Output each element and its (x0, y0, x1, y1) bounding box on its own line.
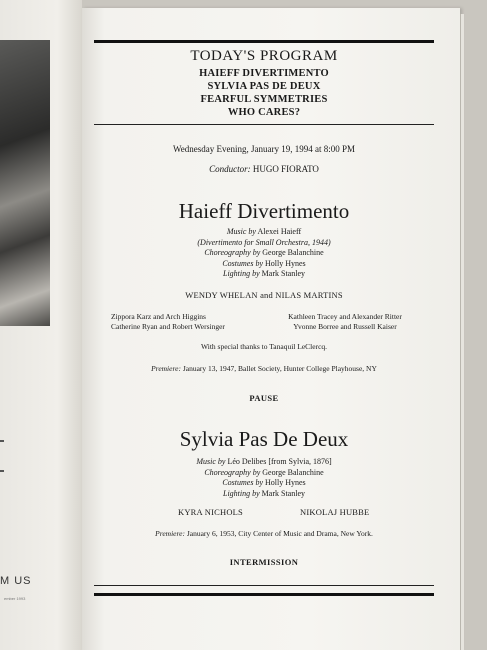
program-item: HAIEFF DIVERTIMENTO (199, 68, 329, 79)
credit-role: Choreography by (204, 467, 261, 477)
pause-heading: PAUSE (249, 393, 279, 403)
credit-role: Music by (226, 227, 256, 236)
ballet-credits-sylvia (90, 457, 438, 499)
program-list (90, 67, 438, 119)
bottom-rule-thin (94, 585, 434, 586)
cast-pair: Zippora Karz and Arch Higgins (111, 312, 206, 321)
ballet-credits-haieff (90, 227, 438, 280)
cast-pair: Catherine Ryan and Robert Wersinger (111, 322, 225, 331)
dancer-kyra-nichols: KYRA NICHOLS (178, 507, 243, 517)
ballet-title-haieff: Haieff Divertimento (178, 199, 350, 223)
credit-name: George Balanchine (262, 248, 324, 257)
page-edge (460, 14, 464, 650)
credit-subtitle: (Divertimento for Small Orchestra, 1944) (197, 237, 331, 247)
credit-name: Léo Delibes [from Sylvia, 1876] (227, 457, 332, 466)
left-page-text: M US (0, 575, 32, 587)
special-thanks: With special thanks to Tanaquil LeClercq. (200, 342, 328, 351)
credit-name: Mark Stanley (261, 488, 305, 498)
credit-name: George Balanchine (262, 467, 324, 477)
left-page-photo (0, 40, 50, 326)
conductor-label: Conductor: (209, 164, 251, 174)
credit-role: Costumes by (222, 258, 263, 268)
credit-role: Costumes by (222, 478, 263, 487)
left-page-fine-print: ember 1993 (4, 596, 26, 601)
program-item: WHO CARES? (227, 107, 301, 118)
cast-right-column (270, 312, 420, 332)
program-divider (94, 124, 434, 125)
left-facing-page (0, 0, 82, 650)
principal-dancers: WENDY WHELAN and NILAS MARTINS (185, 290, 343, 300)
credit-name: Alexei Haieff (257, 227, 302, 236)
credit-role: Choreography by (204, 248, 261, 257)
program-title: TODAY'S PROGRAM (190, 48, 338, 64)
credit-name: Mark Stanley (261, 269, 305, 278)
left-page-mark (0, 470, 4, 472)
program-item: FEARFUL SYMMETRIES (200, 94, 328, 105)
conductor-line (90, 164, 438, 174)
premiere-text: January 6, 1953, City Center of Music and Drama, New York. (186, 529, 373, 538)
premiere-label: Premiere: (151, 364, 181, 373)
premiere-label: Premiere: (155, 529, 185, 538)
cast-pair: Yvonne Borree and Russell Kaiser (293, 322, 397, 331)
bottom-rule-thick (94, 593, 434, 596)
credit-role: Music by (196, 457, 226, 466)
credit-name: Holly Hynes (265, 258, 306, 268)
cast-pair: Kathleen Tracey and Alexander Ritter (288, 312, 402, 321)
premiere-haieff (90, 364, 438, 373)
credit-name: Holly Hynes (265, 478, 306, 487)
conductor-name: HUGO FIORATO (252, 164, 319, 174)
credit-role: Lighting by (223, 269, 260, 278)
premiere-sylvia (90, 529, 438, 538)
program-item: SYLVIA PAS DE DEUX (207, 81, 321, 92)
left-page-mark (0, 440, 4, 442)
cast-left-column (111, 312, 225, 332)
credit-role: Lighting by (223, 488, 260, 498)
ballet-title-sylvia: Sylvia Pas De Deux (179, 427, 349, 451)
top-rule (94, 40, 434, 43)
premiere-text: January 13, 1947, Ballet Society, Hunter College Playhouse, NY (182, 364, 377, 373)
intermission-heading: INTERMISSION (229, 557, 299, 567)
performance-date: Wednesday Evening, January 19, 1994 at 8:00 PM (173, 144, 355, 154)
dancer-nikolaj-hubbe: NIKOLAJ HUBBE (300, 507, 370, 517)
